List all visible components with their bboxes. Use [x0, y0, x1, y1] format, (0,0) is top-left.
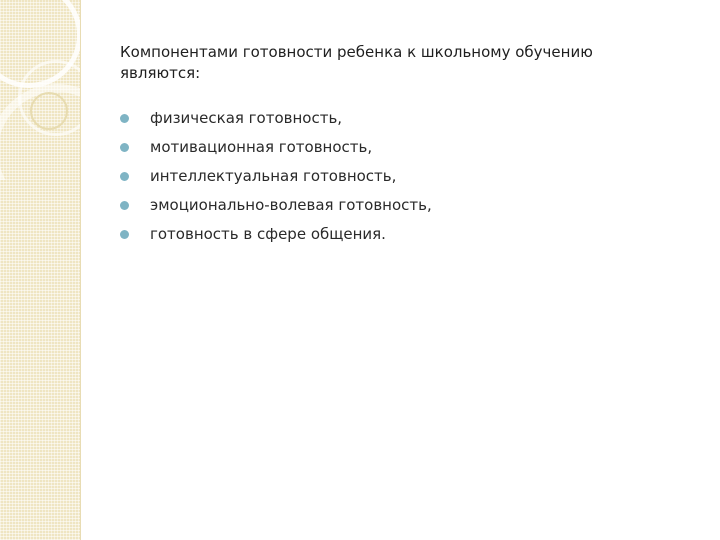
list-item-text: интеллектуальная готовность,	[150, 167, 397, 185]
list-item-text: готовность в сфере общения.	[150, 225, 386, 243]
bullet-list	[120, 108, 680, 245]
list-item-text: физическая готовность,	[150, 109, 343, 127]
heading-line-1: Компонентами готовности ребенка к школьному обучению	[120, 43, 593, 61]
bullet-icon	[120, 230, 129, 239]
decor-ring	[30, 92, 68, 130]
list-item	[120, 166, 680, 187]
bullet-icon	[120, 143, 129, 152]
decorative-rings	[0, 0, 80, 180]
bullet-icon	[120, 172, 129, 181]
bullet-icon	[120, 114, 129, 123]
list-item	[120, 137, 680, 158]
decorative-side-band	[0, 0, 81, 540]
list-item	[120, 195, 680, 216]
bullet-icon	[120, 201, 129, 210]
heading-line-2: являются:	[120, 64, 201, 82]
list-item-text: мотивационная готовность,	[150, 138, 373, 156]
slide-heading	[120, 42, 680, 84]
list-item	[120, 108, 680, 129]
slide-content	[120, 42, 680, 253]
list-item-text: эмоционально-волевая готовность,	[150, 196, 432, 214]
list-item	[120, 224, 680, 245]
